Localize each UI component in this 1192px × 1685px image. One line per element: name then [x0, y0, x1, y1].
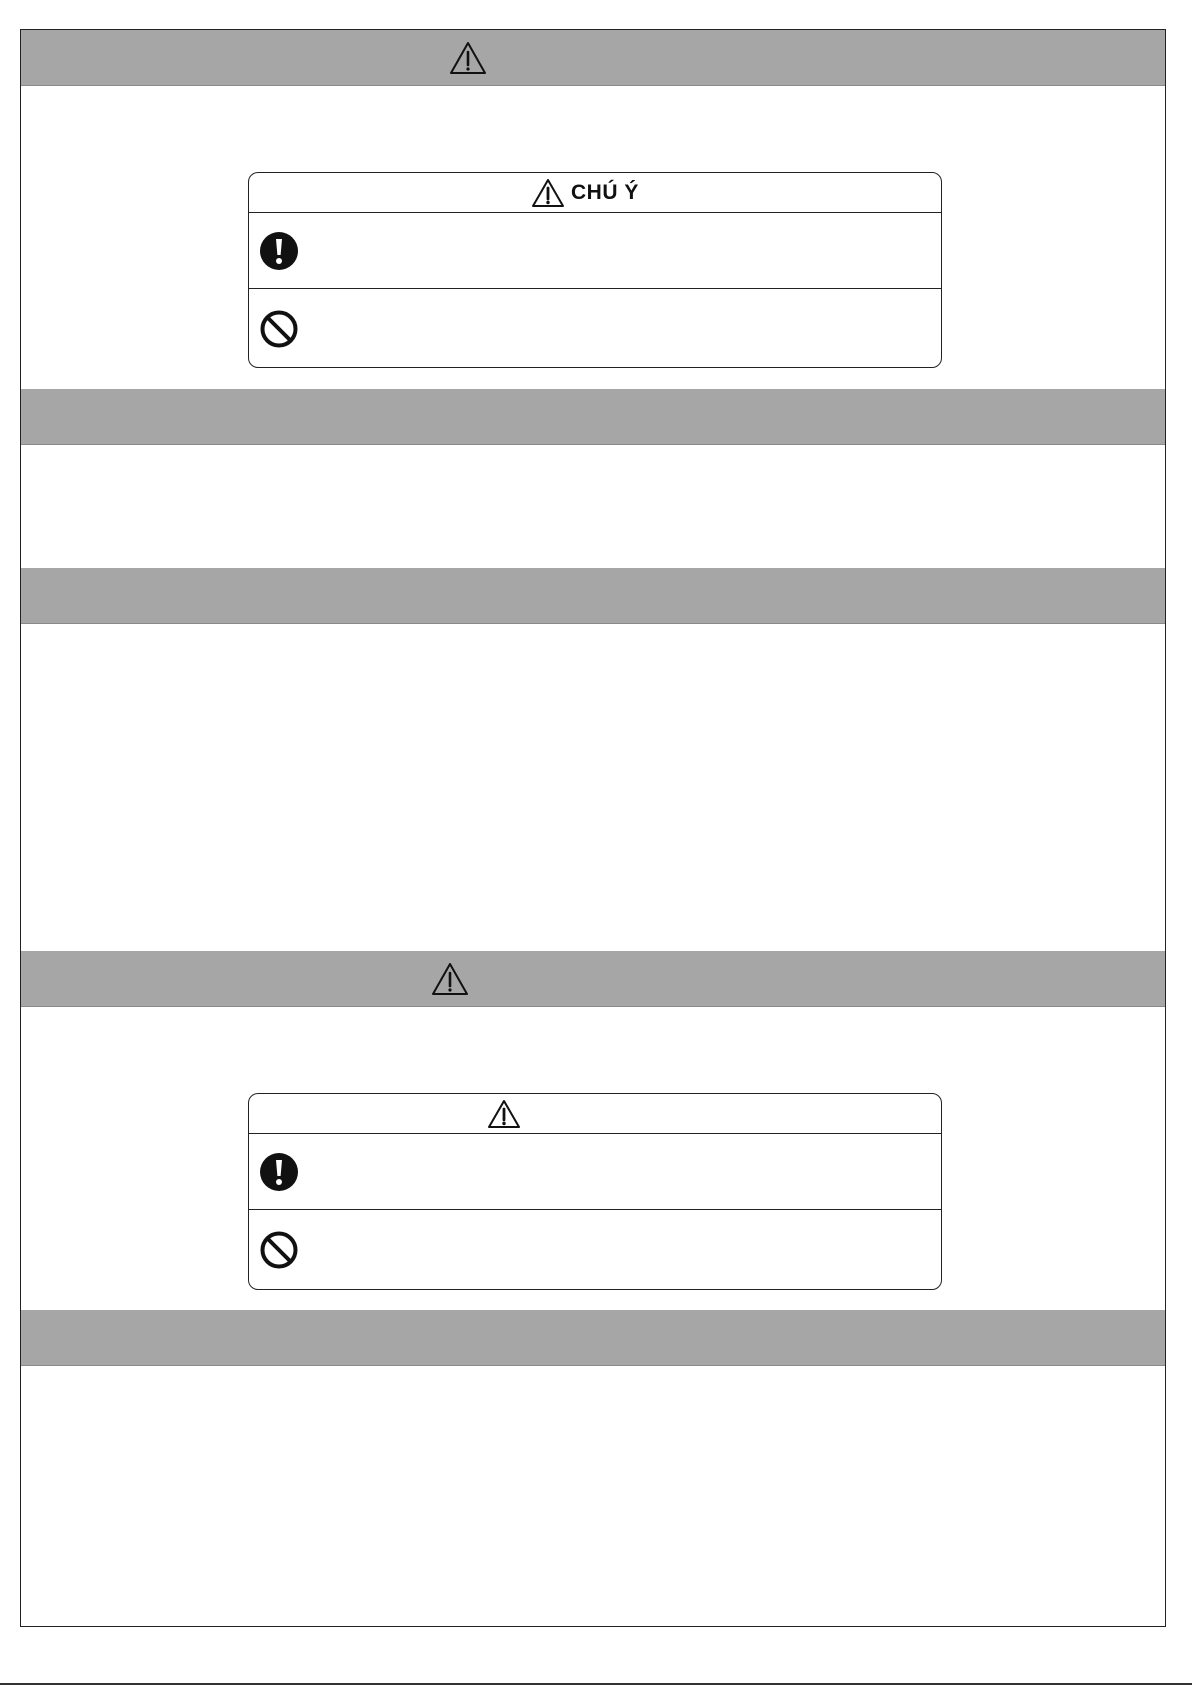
section-bar-warning-top — [21, 30, 1165, 86]
mandatory-row — [249, 1134, 941, 1210]
warning-triangle-icon — [448, 40, 488, 76]
prohibited-row — [249, 1210, 941, 1288]
section-bar-2 — [21, 389, 1165, 445]
section-bar-3 — [21, 568, 1165, 624]
prohibited-row — [249, 289, 941, 367]
prohibition-icon — [259, 309, 299, 349]
notice-title: CHÚ Ý — [571, 181, 639, 204]
section-bar-warning-bottom — [21, 951, 1165, 1007]
caution-notice-box — [248, 172, 942, 368]
mandatory-exclamation-icon — [259, 1152, 299, 1192]
mandatory-row — [249, 213, 941, 289]
prohibition-icon — [259, 1230, 299, 1270]
warning-triangle-icon — [430, 961, 470, 997]
caution-notice-box — [248, 1093, 942, 1290]
notice-header — [249, 1094, 941, 1134]
section-bar-5 — [21, 1310, 1165, 1366]
warning-triangle-icon — [487, 1099, 521, 1129]
bottom-rule — [0, 1683, 1192, 1685]
notice-header — [249, 173, 941, 213]
warning-triangle-icon — [531, 178, 565, 208]
mandatory-exclamation-icon — [259, 231, 299, 271]
